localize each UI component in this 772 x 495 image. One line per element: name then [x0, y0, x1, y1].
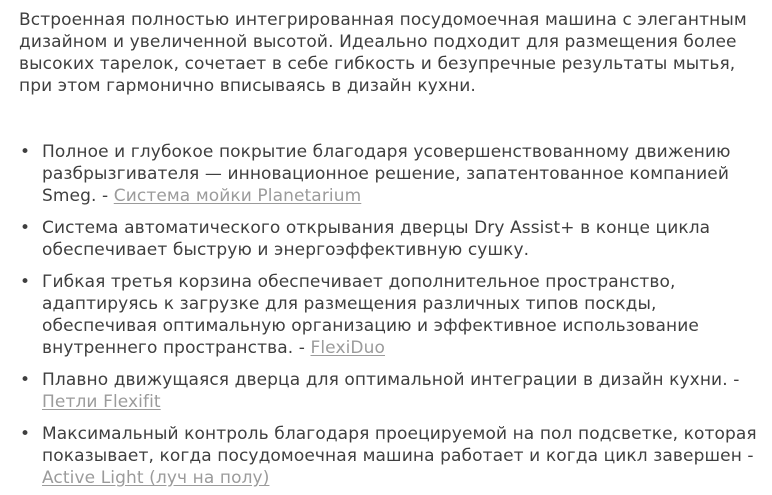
- feature-link[interactable]: Система мойки Planetarium: [113, 186, 362, 206]
- bullet-icon: •: [20, 218, 31, 238]
- intro-paragraph: Встроенная полностью интегрированная посудомоечная машина с элегантным дизайном и увеличенной высотой. Идеально подходит для размещения более высоких тарелок, сочетает в себе гибкость и безупречные результаты мытья, при этом гармонично вписываясь в дизайн кухни.: [19, 10, 747, 96]
- bullet-icon: •: [20, 272, 31, 292]
- feature-text: Гибкая третья корзина обеспечивает дополнительное пространство, адаптируясь к загрузке для размещения различных типов поскды, обеспечивая оптимальную организацию и эффективное использование внутреннего пространства. -: [42, 272, 699, 358]
- feature-text: Плавно движущаяся дверца для оптимальной интеграции в дизайн кухни. -: [42, 370, 740, 390]
- bullet-icon: •: [20, 424, 31, 444]
- feature-text: Максимальный контроль благодаря проецируемой на пол подсветке, которая показывает, когда посудомоечная машина работает и когда цикл завершен -: [42, 424, 757, 466]
- feature-text: Полное и глубокое покрытие благодаря усовершенствованному движению разбрызгивателя — инновационное решение, запатентованное компанией Smeg. -: [42, 142, 731, 206]
- feature-link[interactable]: Active Light (луч на полу): [42, 468, 270, 488]
- feature-item: [19, 141, 758, 207]
- feature-item: [19, 423, 758, 489]
- feature-link[interactable]: FlexiDuo: [310, 338, 385, 358]
- bullet-icon: •: [20, 142, 31, 162]
- features-list: [19, 141, 758, 489]
- bullet-icon: •: [20, 370, 31, 390]
- feature-text: Система автоматического открывания дверцы Dry Assist+ в конце цикла обеспечивает быструю и энергоэффективную сушку.: [42, 218, 711, 260]
- feature-item: [19, 369, 758, 413]
- feature-link[interactable]: Петли Flexifit: [42, 392, 161, 412]
- feature-item: [19, 217, 758, 261]
- feature-item: [19, 271, 758, 359]
